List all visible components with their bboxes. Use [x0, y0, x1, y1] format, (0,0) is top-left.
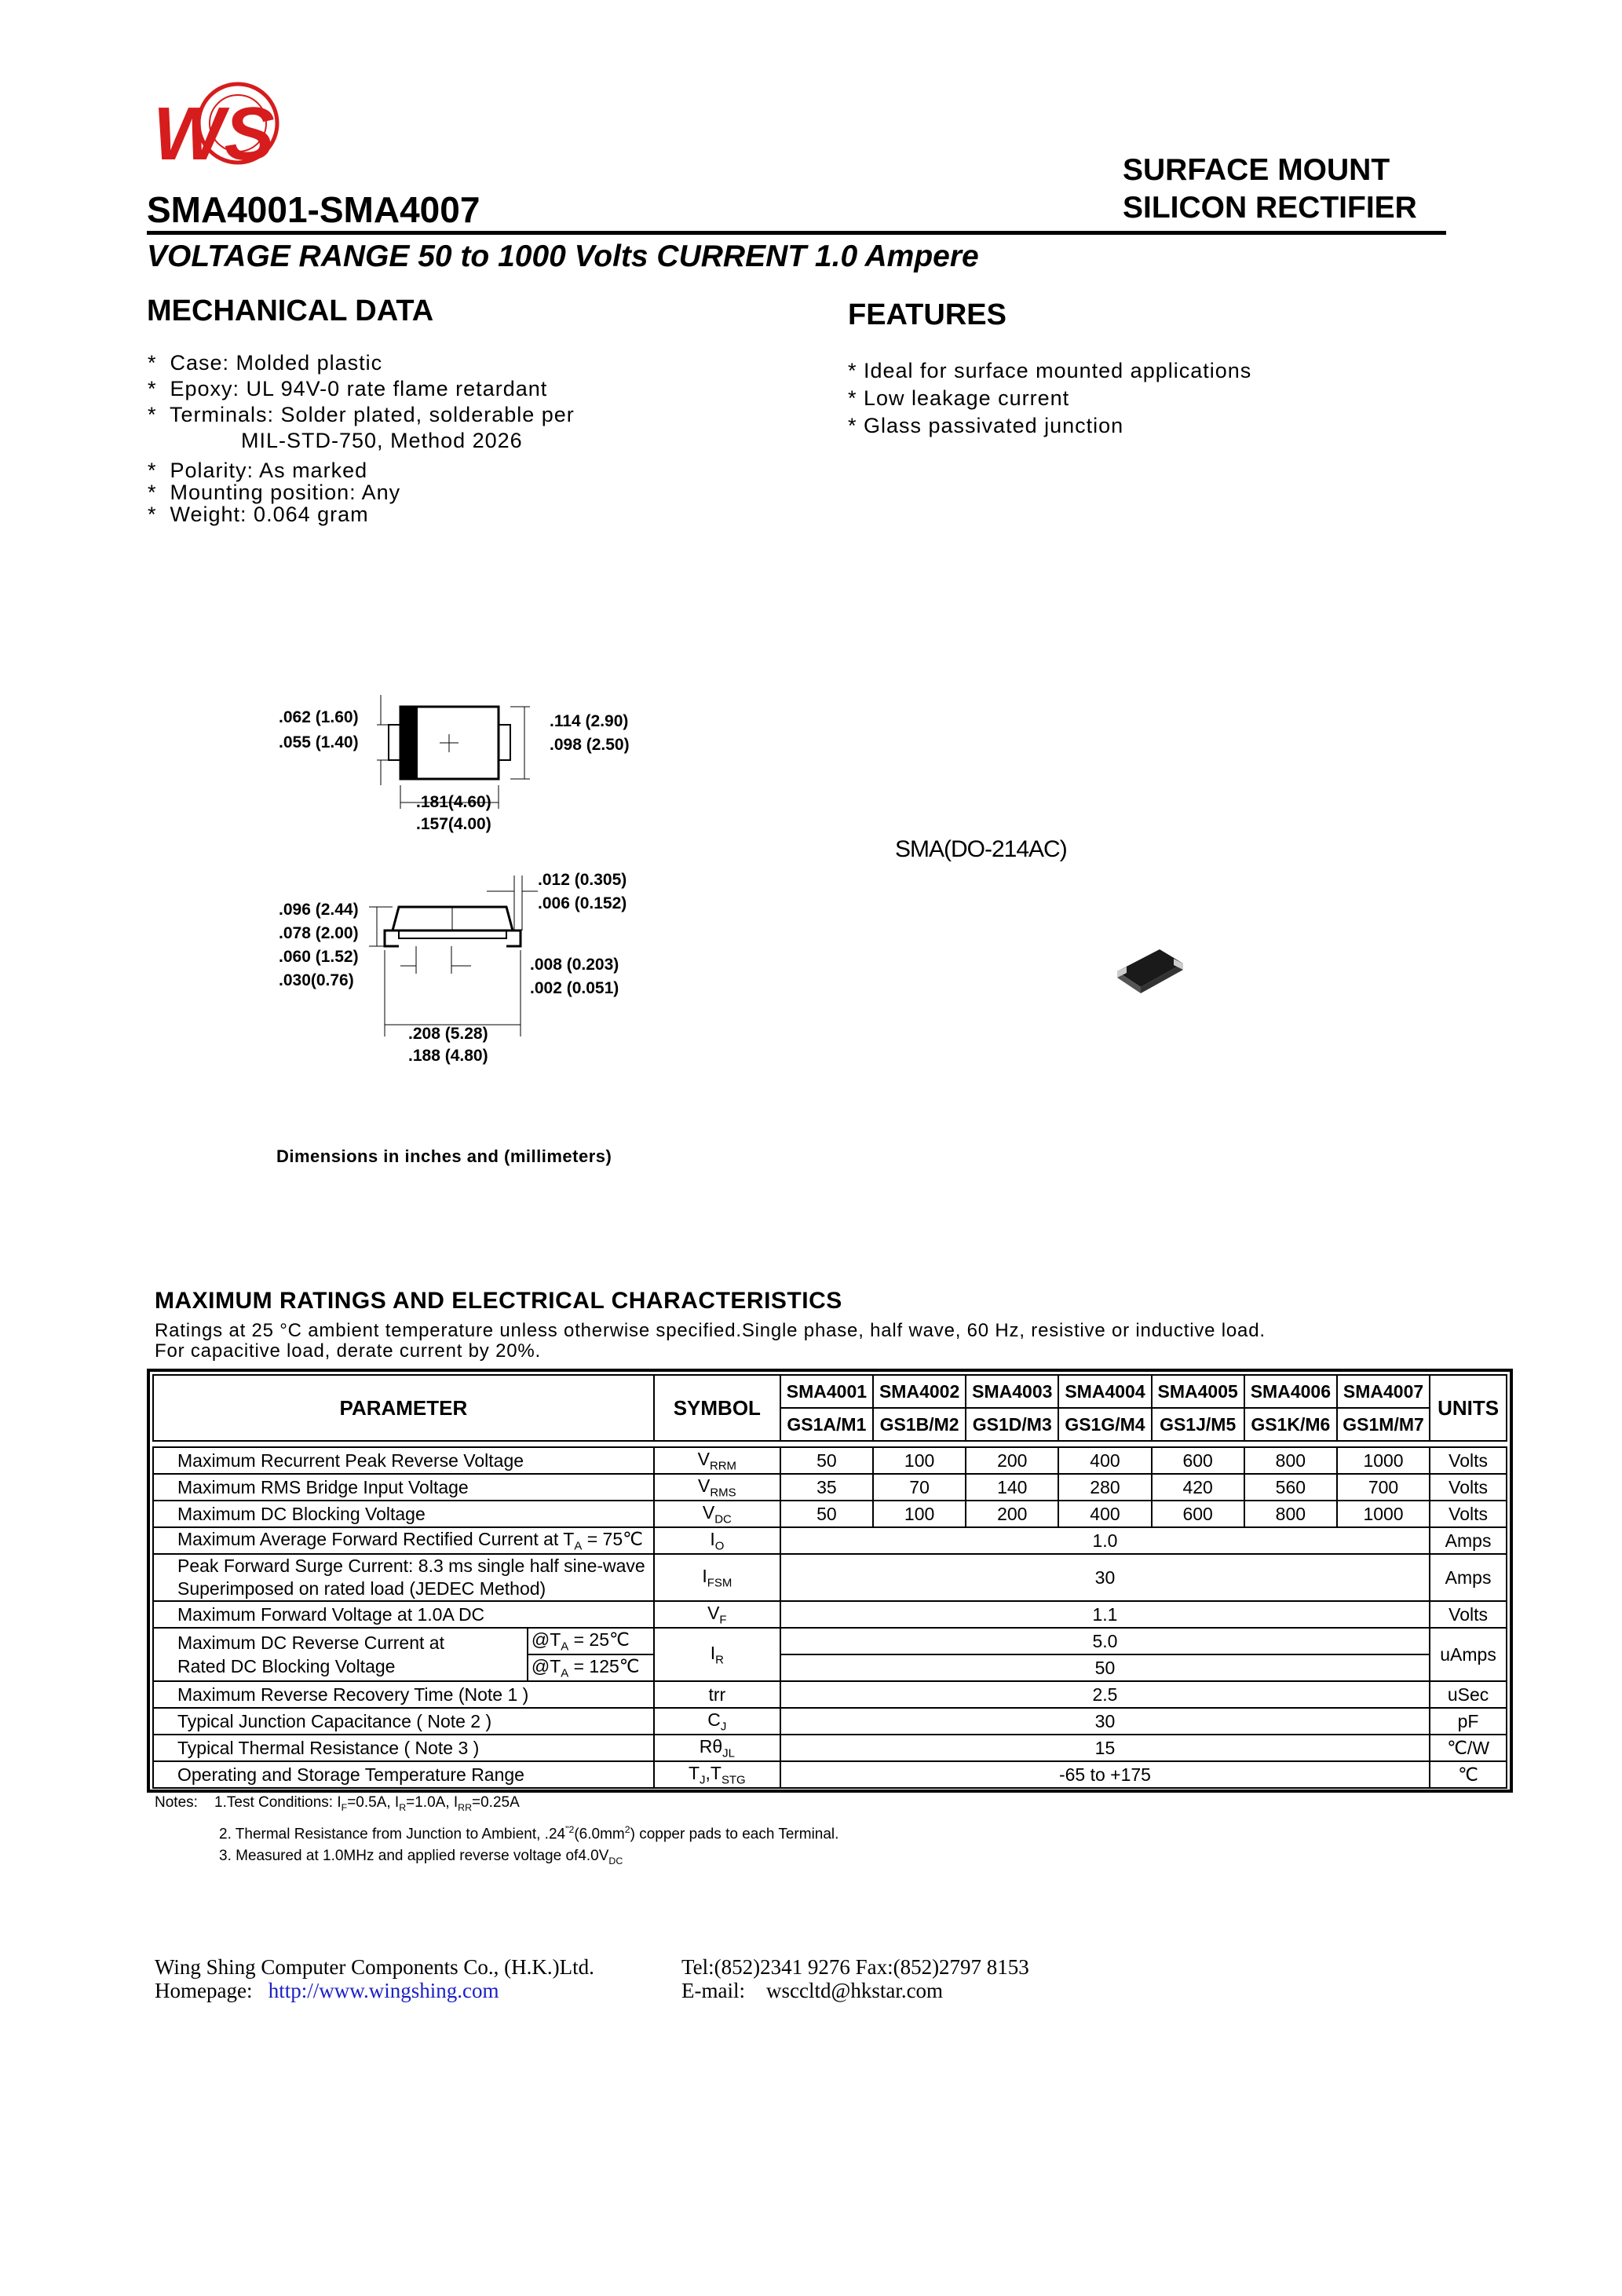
value-cell: 560 [1244, 1474, 1337, 1501]
dim-side-h2-a: .060 (1.52) [279, 948, 359, 966]
package-label: SMA(DO-214AC) [895, 836, 1067, 862]
value-cell: 400 [1058, 1501, 1151, 1527]
symbol-cell: $I_R$ [654, 1628, 780, 1681]
table-row [153, 1447, 1507, 1474]
value-cell: 1.0 [780, 1527, 1430, 1554]
value-cell: 800 [1244, 1501, 1337, 1527]
ratings-line1: Ratings at 25 °C ambient temperature unless otherwise specified.Single phase, half wave, 60 Hz, resistive or inductive load. [155, 1320, 1266, 1341]
dim-top-bottom-a: .181(4.60) [416, 793, 491, 811]
mechanical-heading: MECHANICAL DATA [147, 294, 434, 327]
symbol-cell: $T_J,T_{STG}$ [654, 1761, 780, 1788]
top-view-drawing [267, 683, 675, 840]
symbol-cell: $V_F$ [654, 1601, 780, 1628]
dimensions-caption: Dimensions in inches and (millimeters) [276, 1146, 612, 1166]
value-cell: 35 [780, 1474, 873, 1501]
header-model-alt: GS1G/M4 [1058, 1408, 1151, 1441]
ratings-line2: For capacitive load, derate current by 20%. [155, 1340, 541, 1362]
dim-top-right-a: .114 (2.90) [550, 712, 629, 730]
unit-cell: ℃/W [1430, 1735, 1507, 1761]
header-model-alt: GS1D/M3 [966, 1408, 1058, 1441]
table-row [153, 1735, 1507, 1761]
header-model: SMA4004 [1058, 1375, 1151, 1408]
unit-cell: uAmps [1430, 1628, 1507, 1681]
company-logo [137, 75, 287, 192]
value-cell: 280 [1058, 1474, 1151, 1501]
header-units: UNITS [1430, 1375, 1507, 1441]
symbol-cell: trr [654, 1681, 780, 1708]
unit-cell: Amps [1430, 1554, 1507, 1601]
symbol-cell: $R\theta_{JL}$ [654, 1735, 780, 1761]
param-cell: Peak Forward Surge Current: 8.3 ms single half sine-wave Superimposed on rated load (JEDEC Method) [153, 1554, 654, 1601]
table-row [153, 1681, 1507, 1708]
symbol-cell: $V_{DC}$ [654, 1501, 780, 1527]
value-cell: 5.0 [780, 1628, 1430, 1654]
symbol-cell: $I_O$ [654, 1527, 780, 1554]
table-row [153, 1474, 1507, 1501]
value-cell: 70 [873, 1474, 966, 1501]
symbol-cell: $V_{RMS}$ [654, 1474, 780, 1501]
header-model-alt: GS1K/M6 [1244, 1408, 1337, 1441]
table-row [153, 1601, 1507, 1628]
header-model-alt: GS1B/M2 [873, 1408, 966, 1441]
symbol-cell: $C_J$ [654, 1708, 780, 1735]
dim-side-t2-a: .008 (0.203) [530, 956, 619, 974]
email-address[interactable]: wsccltd@hkstar.com [765, 1979, 944, 2002]
value-cell: 1000 [1337, 1447, 1430, 1474]
mech-item: * Case: Molded plastic [148, 351, 383, 375]
dim-side-h2-b: .030(0.76) [279, 971, 354, 989]
header-model: SMA4002 [873, 1375, 966, 1408]
email-line: E-mail: wsccltd@hkstar.com [681, 1979, 944, 2002]
mechanical-list [148, 352, 575, 525]
header-model: SMA4003 [966, 1375, 1058, 1408]
table-row [153, 1554, 1507, 1601]
param-cell: Maximum DC Blocking Voltage [153, 1501, 654, 1527]
param-cell: Operating and Storage Temperature Range [153, 1761, 654, 1788]
product-category [1123, 152, 1445, 227]
category-line1: SURFACE MOUNT [1123, 153, 1390, 187]
dim-side-t1-a: .012 (0.305) [538, 871, 627, 889]
note-2: 2. Thermal Resistance from Junction to Ambient, $.24^{"2}(6.0mm^2)$ copper pads to each Terminal. [219, 1823, 839, 1843]
note-1: Notes: 1.Test Conditions: $I_F=0.5A$, $I_R=1.0A$, $I_{RR}=0.25A$ [155, 1794, 520, 1813]
value-cell: 1000 [1337, 1501, 1430, 1527]
param-cell: Typical Thermal Resistance ( Note 3 ) [153, 1735, 654, 1761]
mech-item: * Weight: 0.064 gram [148, 503, 369, 526]
table-row [153, 1527, 1507, 1554]
value-cell: 100 [873, 1501, 966, 1527]
header-divider [147, 231, 1446, 235]
value-cell: 200 [966, 1501, 1058, 1527]
value-cell: 600 [1152, 1447, 1244, 1474]
value-cell: -65 to +175 [780, 1761, 1430, 1788]
value-cell: 700 [1337, 1474, 1430, 1501]
voltage-current-subtitle: VOLTAGE RANGE 50 to 1000 Volts CURRENT 1.0 Ampere [147, 239, 979, 273]
symbol-cell: $I_{FSM}$ [654, 1554, 780, 1601]
feature-item: * Glass passivated junction [848, 414, 1124, 437]
footer-right [681, 1955, 1029, 2002]
mech-item: * Epoxy: UL 94V-0 rate flame retardant [148, 377, 548, 400]
param-cell: Typical Junction Capacitance ( Note 2 ) [153, 1708, 654, 1735]
dim-top-bottom-b: .157(4.00) [416, 815, 491, 833]
package-image [1111, 938, 1189, 1001]
symbol-cell: $V_{RRM}$ [654, 1447, 780, 1474]
header-model: SMA4001 [780, 1375, 873, 1408]
header-model: SMA4005 [1152, 1375, 1244, 1408]
part-range-title: SMA4001-SMA4007 [147, 189, 480, 230]
value-cell: 400 [1058, 1447, 1151, 1474]
features-heading: FEATURES [848, 298, 1006, 331]
unit-cell: Volts [1430, 1601, 1507, 1628]
mech-item: * Terminals: Solder plated, solderable per [148, 403, 575, 426]
condition-cell: $@T_A$ = 125℃ [528, 1654, 654, 1681]
side-view-drawing [267, 868, 675, 1080]
table-row [153, 1501, 1507, 1527]
value-cell: 50 [780, 1501, 873, 1527]
value-cell: 1.1 [780, 1601, 1430, 1628]
header-model-alt: GS1J/M5 [1152, 1408, 1244, 1441]
dim-side-h1-a: .096 (2.44) [279, 901, 359, 919]
dim-top-left-a: .062 (1.60) [279, 708, 359, 726]
mech-item: MIL-STD-750, Method 2026 [148, 429, 523, 452]
notes [155, 1792, 838, 1872]
company-name: Wing Shing Computer Components Co., (H.K.)Ltd. [155, 1955, 594, 1979]
homepage-link[interactable]: http://www.wingshing.com [268, 1979, 499, 2002]
header-model-alt: GS1M/M7 [1337, 1408, 1430, 1441]
homepage-line: Homepage: http://www.wingshing.com [155, 1979, 499, 2002]
table-row [153, 1628, 1507, 1654]
dim-side-t2-b: .002 (0.051) [530, 979, 619, 997]
category-line2: SILICON RECTIFIER [1123, 191, 1417, 225]
mech-item: * Polarity: As marked [148, 459, 368, 482]
table-row [153, 1708, 1507, 1735]
feature-item: * Ideal for surface mounted applications [848, 359, 1252, 382]
param-cell: Maximum Reverse Recovery Time (Note 1 ) [153, 1681, 654, 1708]
dim-side-w-b: .188 (4.80) [408, 1047, 488, 1065]
note-3: 3. Measured at 1.0MHz and applied reverse voltage $of4.0V_{DC}$ [219, 1848, 623, 1866]
ratings-notes [155, 1321, 1266, 1362]
table-header-row-1 [153, 1375, 1507, 1408]
value-cell: 50 [780, 1447, 873, 1474]
header-symbol: SYMBOL [654, 1375, 780, 1441]
value-cell: 800 [1244, 1447, 1337, 1474]
param-cell: Maximum RMS Bridge Input Voltage [153, 1474, 654, 1501]
characteristics-table [152, 1374, 1507, 1789]
features-list [848, 357, 1251, 440]
param-cell: Maximum DC Reverse Current at Rated DC Blocking Voltage [153, 1628, 528, 1681]
footer-left [155, 1955, 594, 2002]
value-cell: 30 [780, 1708, 1430, 1735]
unit-cell: Amps [1430, 1527, 1507, 1554]
dim-top-left-b: .055 (1.40) [279, 733, 359, 751]
unit-cell: uSec [1430, 1681, 1507, 1708]
unit-cell: Volts [1430, 1447, 1507, 1474]
header-gap [153, 1441, 1507, 1447]
dim-top-right-b: .098 (2.50) [550, 736, 630, 754]
unit-cell: pF [1430, 1708, 1507, 1735]
logo-text: WS [153, 92, 275, 176]
dim-side-h1-b: .078 (2.00) [279, 924, 359, 942]
header-model-alt: GS1A/M1 [780, 1408, 873, 1441]
dim-side-t1-b: .006 (0.152) [538, 894, 627, 912]
value-cell: 140 [966, 1474, 1058, 1501]
value-cell: 50 [780, 1654, 1430, 1681]
condition-cell: $@T_A$ = 25℃ [528, 1628, 654, 1654]
value-cell: 420 [1152, 1474, 1244, 1501]
param-cell: Maximum Recurrent Peak Reverse Voltage [153, 1447, 654, 1474]
header-model: SMA4007 [1337, 1375, 1430, 1408]
param-cell: Maximum Forward Voltage at 1.0A DC [153, 1601, 654, 1628]
value-cell: 100 [873, 1447, 966, 1474]
feature-item: * Low leakage current [848, 386, 1070, 410]
unit-cell: Volts [1430, 1474, 1507, 1501]
dim-side-w-a: .208 (5.28) [408, 1025, 488, 1043]
header-parameter: PARAMETER [153, 1375, 654, 1441]
header-model: SMA4006 [1244, 1375, 1337, 1408]
value-cell: 600 [1152, 1501, 1244, 1527]
value-cell: 15 [780, 1735, 1430, 1761]
param-cell: Maximum Average Forward Rectified Current at $T_A$ = 75℃ [153, 1527, 654, 1554]
value-cell: 2.5 [780, 1681, 1430, 1708]
ratings-heading: MAXIMUM RATINGS AND ELECTRICAL CHARACTERISTICS [155, 1288, 842, 1314]
unit-cell: ℃ [1430, 1761, 1507, 1788]
value-cell: 200 [966, 1447, 1058, 1474]
value-cell: 30 [780, 1554, 1430, 1601]
table-row [153, 1761, 1507, 1788]
unit-cell: Volts [1430, 1501, 1507, 1527]
tel-fax: Tel:(852)2341 9276 Fax:(852)2797 8153 [681, 1955, 1029, 1979]
mech-item: * Mounting position: Any [148, 481, 401, 504]
